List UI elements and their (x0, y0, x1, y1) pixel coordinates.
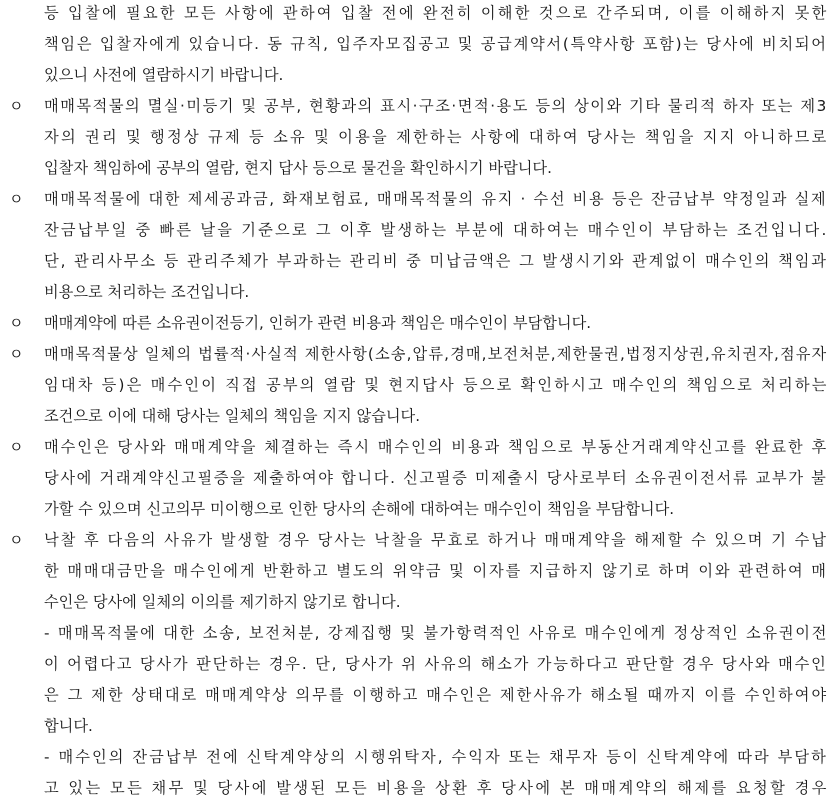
bullet-item-text: 매수인은 당사와 매매계약을 체결하는 즉시 매수인의 비용과 책임으로 부동산거래계약신고를 완료한 후 (44, 438, 829, 456)
text-line (0, 556, 839, 587)
paragraph-text: 등 입찰에 필요한 모든 사항에 관하여 입찰 전에 완전히 이해한 것으로 간주되며, 이를 이해하지 못한 (44, 4, 829, 22)
bullet-item-text: 매매계약에 따른 소유권이전등기, 인허가 관련 비용과 책임은 매수인이 부담합니다. (44, 314, 592, 332)
text-line (0, 463, 839, 494)
bullet-item-text: 매매목적물상 일체의 법률적·사실적 제한사항(소송,압류,경매,보전처분,제한물권,법정지상권,유치권자,점유자 (44, 345, 828, 363)
text-line (0, 742, 839, 773)
paragraph-text: 수인은 당사에 일체의 이의를 제기하지 않기로 합니다. (44, 593, 401, 611)
text-line (0, 122, 839, 153)
bullet-marker: ㅇ (9, 531, 24, 549)
text-line (0, 184, 839, 215)
text-line (0, 494, 839, 525)
text-line (0, 711, 839, 742)
text-line (0, 587, 839, 618)
bullet-marker: ㅇ (9, 345, 24, 363)
paragraph-text: 자의 권리 및 행정상 규제 등 소유 및 이용을 제한하는 사항에 대하여 당사는 책임을 지지 아니하므로 (44, 128, 829, 146)
text-line (0, 215, 839, 246)
text-line (0, 339, 839, 370)
text-line (0, 246, 839, 277)
paragraph-text: 책임은 입찰자에게 있습니다. 동 규칙, 입주자모집공고 및 공급계약서(특약사항 포함)는 당사에 비치되어 (44, 35, 828, 53)
paragraph-text: 잔금납부일 중 빠른 날을 기준으로 그 이후 발생하는 부분에 대하여는 매수인이 부담하는 조건입니다. (44, 221, 829, 239)
bullet-marker: ㅇ (9, 314, 24, 332)
paragraph-text: 은 그 제한 상태대로 매매계약상 의무를 이행하고 매수인은 제한사유가 해소될 때까지 이를 수인하여야 (44, 686, 829, 704)
paragraph-text: 단, 관리사무소 등 관리주체가 부과하는 관리비 중 미납금액은 그 발생시기와 관계없이 매수인의 책임과 (44, 252, 828, 270)
paragraph-text: 이 어렵다고 당사가 판단하는 경우. 단, 당사가 위 사유의 해소가 가능하다고 판단할 경우 당사와 매수인 (44, 655, 828, 673)
text-line (0, 773, 839, 804)
paragraph-text: 입찰자 책임하에 공부의 열람, 현지 답사 등으로 물건을 확인하시기 바랍니다. (44, 159, 552, 177)
bullet-marker: ㅇ (9, 438, 24, 456)
text-line (0, 680, 839, 711)
paragraph-text: 합니다. (44, 717, 93, 735)
text-line (0, 0, 839, 29)
bullet-item-text: 매매목적물의 멸실·미등기 및 공부, 현황과의 표시·구조·면적·용도 등의 상이와 기타 물리적 하자 또는 제3 (44, 97, 828, 115)
text-line (0, 29, 839, 60)
paragraph-text: 한 매매대금만을 매수인에게 반환하고 별도의 위약금 및 이자를 지급하지 않기로 하며 이와 관련하여 매 (44, 562, 828, 580)
paragraph-text: - 매수인의 잔금납부 전에 신탁계약상의 시행위탁자, 수익자 또는 채무자 등이 신탁계약에 따라 부담하 (44, 748, 828, 766)
paragraph-text: 있으니 사전에 열람하시기 바랍니다. (44, 66, 284, 84)
paragraph-text: 조건으로 이에 대해 당사는 일체의 책임을 지지 않습니다. (44, 407, 421, 425)
text-line (0, 649, 839, 680)
bullet-item-text: 낙찰 후 다음의 사유가 발생할 경우 당사는 낙찰을 무효로 하거나 매매계약을 해제할 수 있으며 기 수납 (44, 531, 828, 549)
paragraph-text: 가할 수 있으며 신고의무 미이행으로 인한 당사의 손해에 대하여는 매수인이 책임을 부담합니다. (44, 500, 675, 518)
text-line (0, 401, 839, 432)
paragraph-text: - 매매목적물에 대한 소송, 보전처분, 강제집행 및 불가항력적인 사유로 매수인에게 정상적인 소유권이전 (44, 624, 829, 642)
text-line (0, 60, 839, 91)
text-line (0, 308, 839, 339)
bullet-item-text: 매매목적물에 대한 제세공과금, 화재보험료, 매매목적물의 유지 · 수선 비용 등은 잔금납부 약정일과 실제 (44, 190, 828, 208)
bullet-marker: ㅇ (9, 97, 24, 115)
text-line (0, 432, 839, 463)
paragraph-text: 비용으로 처리하는 조건입니다. (44, 283, 250, 301)
text-line (0, 153, 839, 184)
text-line (0, 370, 839, 401)
text-line (0, 618, 839, 649)
text-line (0, 525, 839, 556)
paragraph-text: 당사에 거래계약신고필증을 제출하여야 합니다. 신고필증 미제출시 당사로부터 소유권이전서류 교부가 불 (44, 469, 828, 487)
paragraph-text: 고 있는 모든 채무 및 당사에 발생된 모든 비용을 상환 후 당사에 본 매매계약의 해제를 요청할 경우 (44, 779, 829, 797)
text-line (0, 277, 839, 308)
paragraph-text: 임대차 등)은 매수인이 직접 공부의 열람 및 현지답사 등으로 확인하시고 매수인의 책임으로 처리하는 (44, 376, 829, 394)
bullet-marker: ㅇ (9, 190, 24, 208)
text-line (0, 91, 839, 122)
